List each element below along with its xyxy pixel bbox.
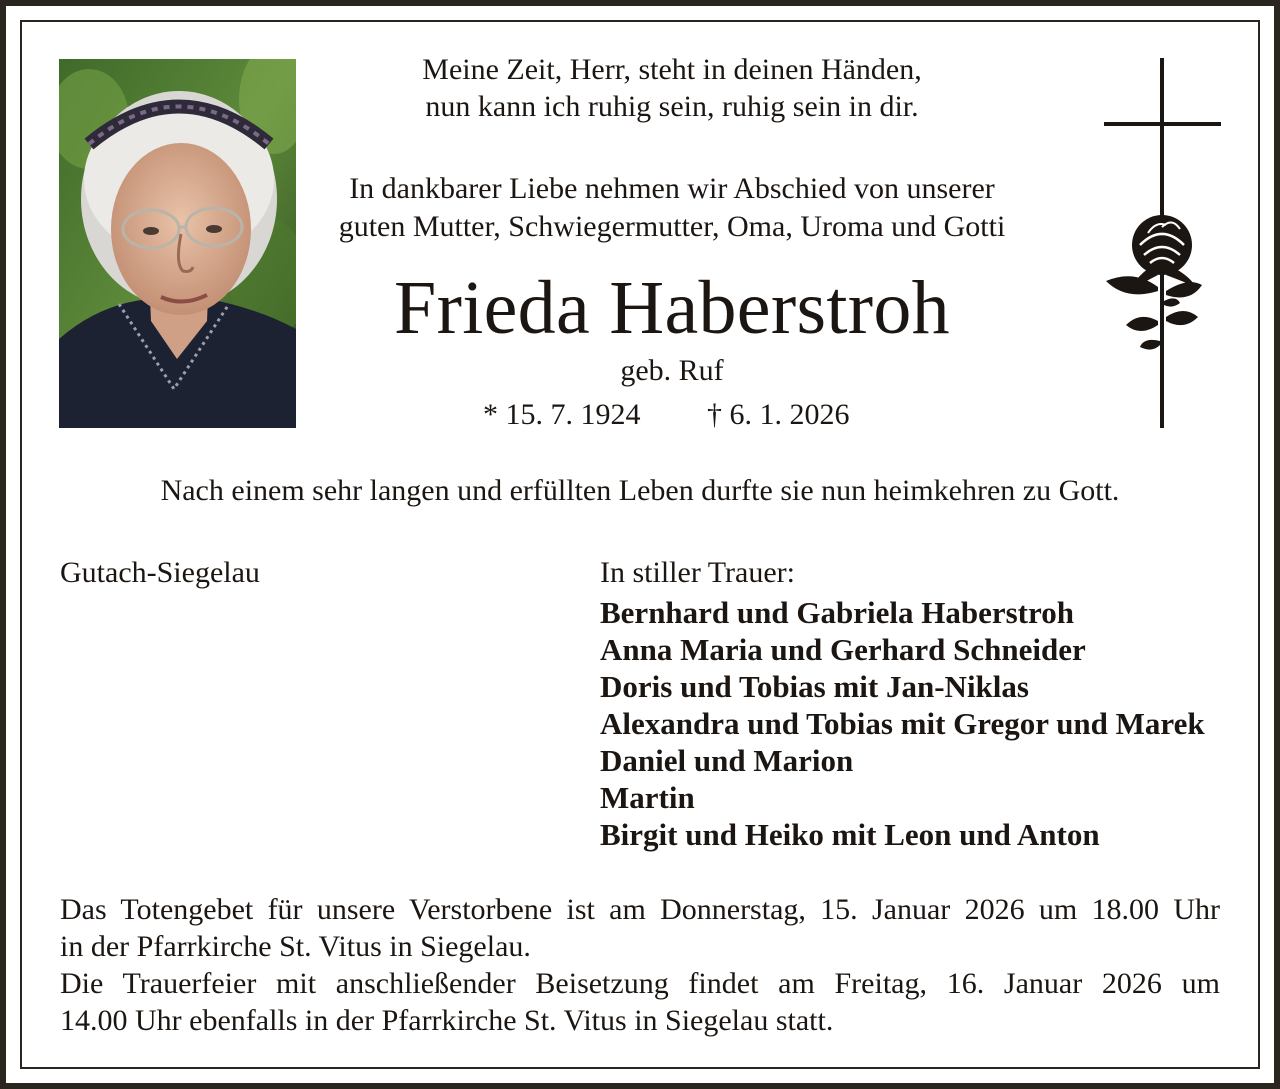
- mourner-name: Birgit und Heiko mit Leon und Anton: [600, 817, 1100, 852]
- service-line: in der Pfarrkirche St. Vitus in Siegelau.: [60, 930, 531, 963]
- mourners-list: [600, 594, 1205, 853]
- bible-verse: [296, 51, 1048, 125]
- cross-icon: [1100, 55, 1225, 430]
- mourner-name: Alexandra und Tobias mit Gregor und Marek: [600, 706, 1205, 741]
- farewell-intro: [296, 170, 1048, 246]
- service-info: [60, 891, 1220, 1039]
- death-date: † 6. 1. 2026: [707, 398, 850, 431]
- place: Gutach-Siegelau: [60, 556, 260, 589]
- rose-icon: [1106, 215, 1202, 350]
- service-line: Die Trauerfeier mit anschließender Beisetzung findet am Freitag, 16. Januar 2026 um: [60, 967, 1220, 1000]
- deceased-name: Frieda Haberstroh: [394, 266, 950, 350]
- service-line: Das Totengebet für unsere Verstorbene ist am Donnerstag, 15. Januar 2026 um 18.00 Uhr: [60, 893, 1220, 926]
- mourners-heading: In stiller Trauer:: [600, 556, 795, 589]
- mourner-name: Martin: [600, 780, 695, 815]
- portrait-photo: [59, 59, 296, 428]
- closing-line: Nach einem sehr langen und erfüllten Leben durfte sie nun heimkehren zu Gott.: [160, 474, 1120, 507]
- mourner-name: Doris und Tobias mit Jan-Niklas: [600, 669, 1029, 704]
- mourner-name: Anna Maria und Gerhard Schneider: [600, 632, 1086, 667]
- verse-line: Meine Zeit, Herr, steht in deinen Händen,: [422, 53, 922, 86]
- intro-line: In dankbarer Liebe nehmen wir Abschied von unserer: [349, 172, 995, 205]
- maiden-name: geb. Ruf: [620, 354, 724, 387]
- birth-date: * 15. 7. 1924: [483, 398, 641, 431]
- mourner-name: Bernhard und Gabriela Haberstroh: [600, 595, 1074, 630]
- verse-line: nun kann ich ruhig sein, ruhig sein in dir.: [425, 90, 919, 123]
- intro-line: guten Mutter, Schwiegermutter, Oma, Uroma und Gotti: [338, 210, 1006, 243]
- service-line: 14.00 Uhr ebenfalls in der Pfarrkirche St. Vitus in Siegelau statt.: [60, 1004, 834, 1037]
- mourner-name: Daniel und Marion: [600, 743, 854, 778]
